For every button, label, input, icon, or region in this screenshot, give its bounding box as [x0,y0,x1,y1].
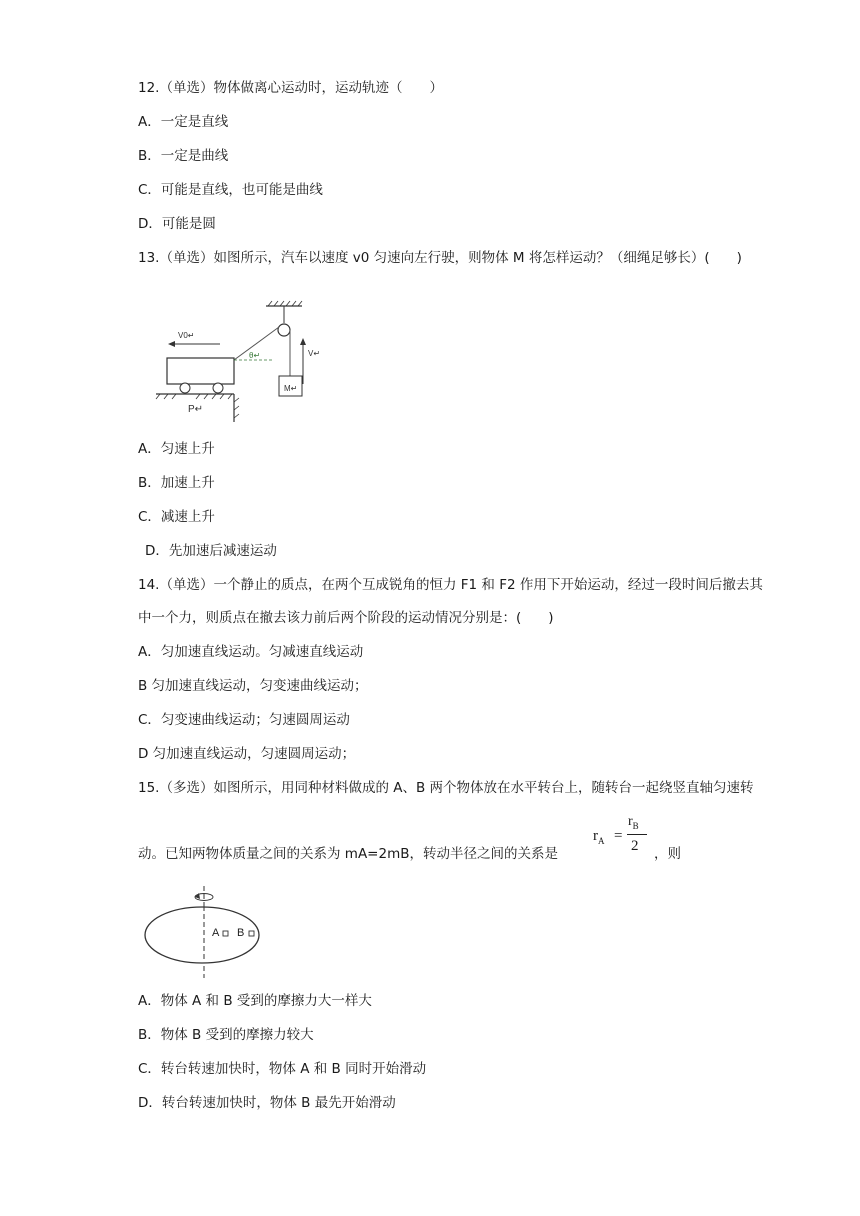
q12-stem: 12.（单选）物体做离心运动时，运动轨迹（ ） [138,80,443,96]
turntable-diagram [140,880,270,980]
q15-option-a: A．物体 A 和 B 受到的摩擦力大一样大 [138,993,372,1009]
q14-option-d: D 匀加速直线运动，匀速圆周运动； [138,746,356,762]
q14-stem-line1: 14.（单选）一个静止的质点，在两个互成锐角的恒力 F1 和 F2 作用下开始运动，经过一段时间后撤去其 [138,577,763,593]
q14-option-b: B 匀加速直线运动，匀变速曲线运动； [138,678,368,694]
q12-option-a: A．一定是直线 [138,114,229,130]
q15-stem-line2: 动。已知两物体质量之间的关系为 mA=2mB，转动半径之间的关系是 [138,846,558,862]
q13-option-a: A．匀速上升 [138,441,215,457]
formula-den: 2 [631,838,639,854]
theta-label: θ↵ [249,351,261,360]
pulley-diagram [150,298,320,424]
q14-option-c: C．匀变速曲线运动；匀速圆周运动 [138,712,350,728]
q13-option-b: B．加速上升 [138,475,215,491]
formula-bar [627,834,647,835]
q13-option-d: D．先加速后减速运动 [145,543,277,559]
formula-lhs-sub: A [598,836,605,846]
q12-option-c: C．可能是直线，也可能是曲线 [138,182,323,198]
formula-lhs: r [593,828,598,844]
q15-option-d: D．转台转速加快时，物体 B 最先开始滑动 [138,1095,396,1111]
p-label: P↵ [188,404,204,415]
q15-stem-tail: ，则 [654,846,681,862]
formula-eq: = [614,828,623,844]
a-label: A [212,927,220,939]
q13-stem: 13.（单选）如图所示，汽车以速度 v0 匀速向左行驶，则物体 M 将怎样运动？（细绳足够长）( ) [138,250,742,266]
q14-option-a: A．匀加速直线运动。匀减速直线运动 [138,644,364,660]
formula-num-sub: B [632,820,639,831]
object-a [223,931,228,936]
b-label: B [237,927,245,939]
q15-stem-line1: 15.（多选）如图所示，用同种材料做成的 A、B 两个物体放在水平转台上，随转台一起绕竖直轴匀速转 [138,780,754,796]
v-label: V↵ [308,349,320,358]
q15-option-c: C．转台转速加快时，物体 A 和 B 同时开始滑动 [138,1061,427,1077]
q13-option-c: C．减速上升 [138,509,215,525]
m-label: M↵ [284,384,298,393]
q15-option-b: B．物体 B 受到的摩擦力较大 [138,1027,314,1043]
q14-stem-line2: 中一个力，则质点在撤去该力前后两个阶段的运动情况分别是：( ) [138,610,554,626]
formula-num: r [628,814,633,829]
object-b [249,931,254,936]
v0-label: V0↵ [178,331,195,340]
q12-option-d: D．可能是圆 [138,216,216,232]
q12-option-b: B．一定是曲线 [138,148,229,164]
